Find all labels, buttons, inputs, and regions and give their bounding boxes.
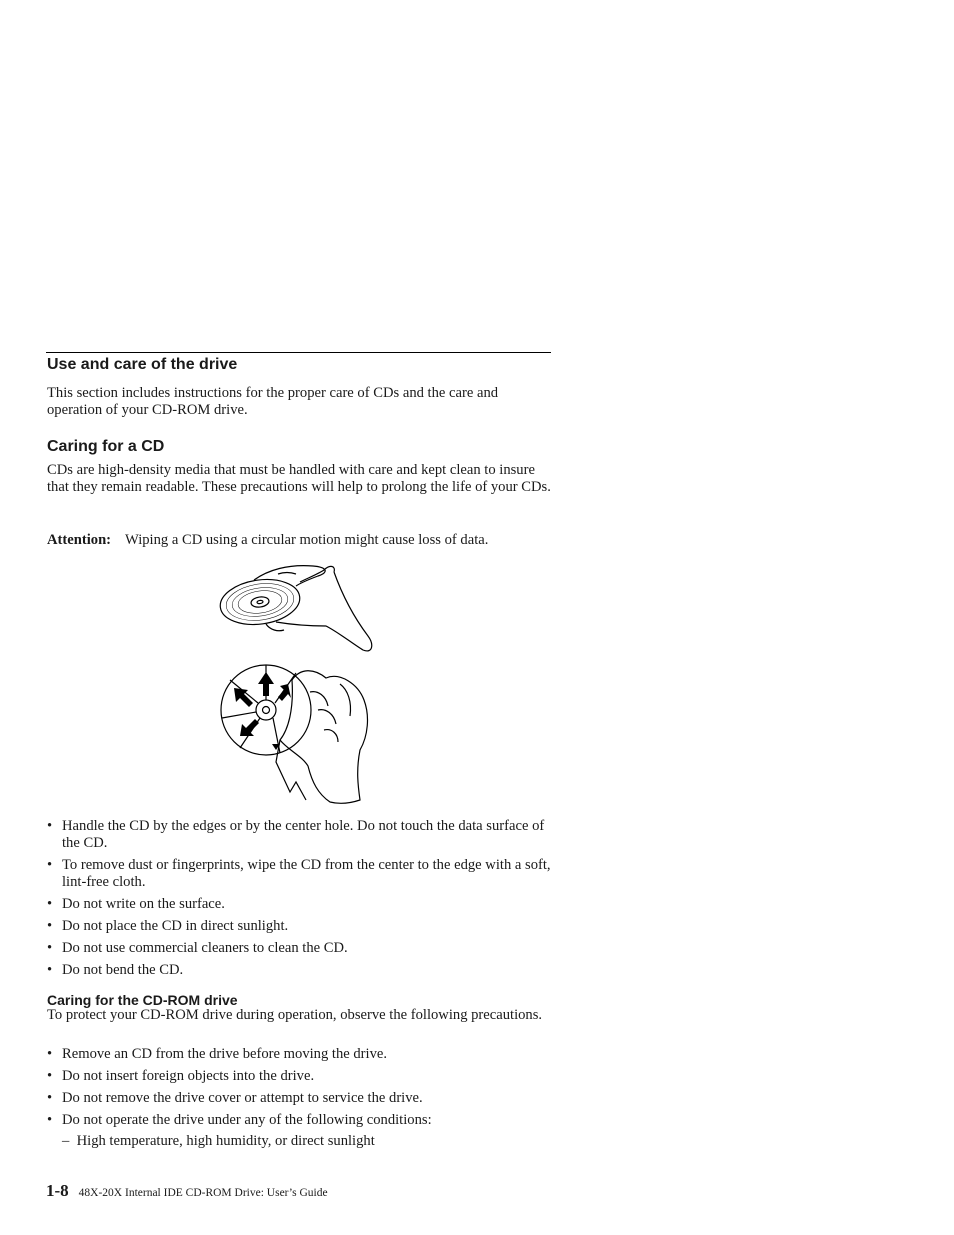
attention-text: Wiping a CD using a circular motion might cause loss of data. xyxy=(125,532,489,548)
caring-cd-intro: CDs are high-density media that must be handled with care and kept clean to insure that they remain readable. These precautions will help to prolong the life of your CDs. xyxy=(47,462,551,495)
arrow-down-left-icon xyxy=(240,719,259,736)
section-intro: This section includes instructions for the proper care of CDs and the care and operation of your CD-ROM drive. xyxy=(47,385,499,418)
cd-care-list xyxy=(47,818,552,984)
list-item: • Handle the CD by the edges or by the center hole. Do not touch the data surface of the CD. xyxy=(47,818,545,851)
caring-drive-intro: To protect your CD-ROM drive during operation, observe the following precautions. xyxy=(47,1007,543,1023)
list-item: • Do not insert foreign objects into the drive. xyxy=(47,1068,315,1084)
page-footer xyxy=(46,1181,328,1203)
bullet-icon: • xyxy=(47,918,53,934)
bullet-icon: • xyxy=(47,857,53,873)
bullet-icon: • xyxy=(47,896,53,912)
caring-drive-heading: Caring for the CD-ROM drive xyxy=(47,992,238,1008)
list-item: • Do not use commercial cleaners to clean the CD. xyxy=(47,940,348,956)
list-item: • To remove dust or fingerprints, wipe the CD from the center to the edge with a soft, lint-free cloth. xyxy=(47,857,551,890)
attention-label: Attention: xyxy=(47,532,112,548)
arrow-up-icon xyxy=(258,672,274,696)
arrow-up-right-icon xyxy=(278,684,291,701)
bullet-icon: • xyxy=(47,1112,53,1128)
list-item: • Do not remove the drive cover or attempt to service the drive. xyxy=(47,1090,423,1106)
section-rule xyxy=(46,352,551,353)
bullet-icon: • xyxy=(47,1090,53,1106)
page-number: 1-8 xyxy=(46,1181,69,1200)
section-heading: Use and care of the drive xyxy=(47,356,238,373)
bullet-icon: • xyxy=(47,962,53,978)
list-item: • Do not operate the drive under any of the following conditions: xyxy=(47,1112,432,1128)
attention-note xyxy=(47,532,488,549)
bullet-icon: • xyxy=(47,940,53,956)
list-item: • Remove an CD from the drive before moving the drive. xyxy=(47,1046,388,1062)
bullet-icon: • xyxy=(47,1046,53,1062)
dash-icon: – xyxy=(62,1133,70,1149)
list-item: • Do not place the CD in direct sunlight. xyxy=(47,918,289,934)
cd-held-by-edge-drawing xyxy=(218,566,372,651)
bullet-icon: • xyxy=(47,818,53,834)
list-item: • Do not bend the CD. xyxy=(47,962,184,978)
bullet-icon: • xyxy=(47,1068,53,1084)
guide-title: 48X-20X Internal IDE CD-ROM Drive: User’s Guide xyxy=(78,1187,328,1199)
drive-care-list xyxy=(47,1046,552,1134)
caring-cd-heading: Caring for a CD xyxy=(47,438,165,455)
sub-list-item: – High temperature, high humidity, or direct sunlight xyxy=(62,1133,375,1149)
list-item: • Do not write on the surface. xyxy=(47,896,225,912)
arrow-up-left-icon xyxy=(234,688,253,707)
cd-handling-illustration xyxy=(218,560,378,808)
